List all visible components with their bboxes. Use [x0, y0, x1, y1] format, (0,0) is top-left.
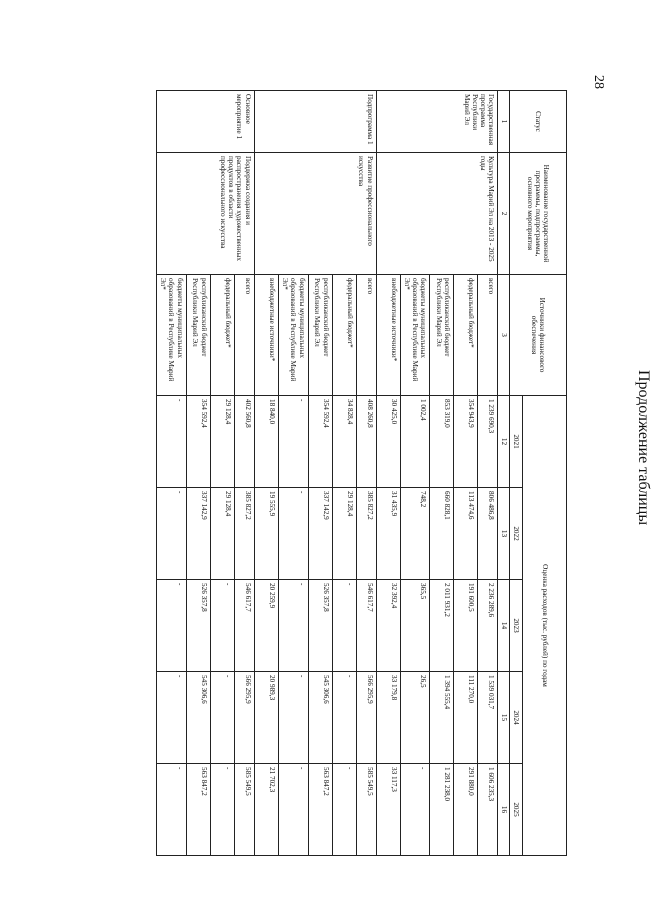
row-value: 545 306,6: [308, 672, 332, 764]
table-row: [234, 91, 254, 856]
row-value: -: [156, 672, 186, 764]
row-value: 1 002,4: [400, 396, 430, 488]
row-value: 33 117,3: [376, 764, 400, 856]
row-funding-source: республиканский бюджет Республики Марий Эл: [186, 275, 210, 396]
row-status: Основное мероприятие 1: [156, 91, 254, 153]
row-value: 2 236 289,6: [478, 580, 498, 672]
row-value: 20 259,9: [254, 580, 278, 672]
row-value: 365,5: [400, 580, 430, 672]
row-value: 191 600,5: [454, 580, 478, 672]
row-value: 1 281 238,0: [430, 764, 454, 856]
row-program-name: Культура Марий Эл на 2013 - 2025 годы: [376, 153, 498, 275]
row-value: 546 617,7: [234, 580, 254, 672]
row-funding-source: федеральный бюджет*: [210, 275, 234, 396]
row-value: 19 555,9: [254, 488, 278, 580]
row-value: 29 128,4: [210, 396, 234, 488]
header-year: 2021: [509, 396, 522, 488]
row-value: 111 270,0: [454, 672, 478, 764]
row-value: 291 880,0: [454, 764, 478, 856]
row-funding-source: внебюджетные источники*: [254, 275, 278, 396]
row-value: 853 319,0: [430, 396, 454, 488]
column-number: 3: [498, 275, 509, 396]
row-value: -: [278, 396, 308, 488]
row-value: 546 617,7: [356, 580, 376, 672]
row-value: 806 486,8: [478, 488, 498, 580]
row-value: 563 847,2: [308, 764, 332, 856]
row-value: 585 549,5: [356, 764, 376, 856]
row-value: 29 128,4: [210, 488, 234, 580]
row-program-name: Поддержка создания и распространения художественных продуктов в области профессионального искусства: [156, 153, 254, 275]
header-program-name: Наименование государственной программы, подпрограммы, основного мероприятия: [509, 153, 566, 275]
row-value: -: [332, 580, 356, 672]
header-estimate: Оценка расходов (тыс. рублей) по годам: [523, 396, 567, 856]
row-value: 1 539 031,7: [478, 672, 498, 764]
table-row: [478, 91, 498, 856]
row-value: 354 592,4: [186, 396, 210, 488]
row-value: -: [156, 764, 186, 856]
column-number: 13: [498, 488, 509, 580]
header-status: Статус: [509, 91, 566, 153]
header-year: 2022: [509, 488, 522, 580]
row-value: -: [332, 764, 356, 856]
row-value: 33 179,8: [376, 672, 400, 764]
row-value: 563 847,2: [186, 764, 210, 856]
row-funding-source: бюджеты муниципальных образований в Республике Марий Эл*: [400, 275, 430, 396]
row-funding-source: внебюджетные источники*: [376, 275, 400, 396]
row-value: -: [156, 580, 186, 672]
row-value: 18 840,0: [254, 396, 278, 488]
header-year: 2024: [509, 672, 522, 764]
row-value: 29 128,4: [332, 488, 356, 580]
budget-table-rotated: [159, 90, 567, 855]
row-value: 385 827,2: [356, 488, 376, 580]
row-value: 526 357,8: [186, 580, 210, 672]
budget-table: [156, 90, 567, 856]
row-value: -: [278, 488, 308, 580]
row-value: -: [278, 672, 308, 764]
row-funding-source: бюджеты муниципальных образований в Республике Марий Эл*: [278, 275, 308, 396]
row-value: -: [210, 580, 234, 672]
row-value: -: [278, 764, 308, 856]
column-number: 15: [498, 672, 509, 764]
column-number: 16: [498, 764, 509, 856]
column-number: 12: [498, 396, 509, 488]
budget-table-region: [159, 90, 567, 855]
row-value: 660 828,1: [430, 488, 454, 580]
row-value: -: [332, 672, 356, 764]
header-year: 2023: [509, 580, 522, 672]
row-value: -: [210, 672, 234, 764]
row-value: 385 827,2: [234, 488, 254, 580]
row-value: 408 260,8: [356, 396, 376, 488]
row-value: 1 394 555,4: [430, 672, 454, 764]
header-year: 2025: [509, 764, 522, 856]
row-value: 748,2: [400, 488, 430, 580]
row-value: 1 239 690,3: [478, 396, 498, 488]
row-funding-source: федеральный бюджет*: [332, 275, 356, 396]
row-funding-source: всего: [356, 275, 376, 396]
row-funding-source: всего: [234, 275, 254, 396]
continuation-title: Продолжение таблицы: [635, 370, 652, 526]
row-program-name: Развитие профессионального искусства: [254, 153, 376, 275]
row-funding-source: республиканский бюджет Республики Марий Эл: [308, 275, 332, 396]
row-status: Государственная программа Республики Марий Эл: [376, 91, 498, 153]
row-value: 34 828,4: [332, 396, 356, 488]
row-value: -: [210, 764, 234, 856]
row-status: Подпрограмма 1: [254, 91, 376, 153]
column-number: 2: [498, 153, 509, 275]
row-value: 337 142,9: [186, 488, 210, 580]
row-funding-source: бюджеты муниципальных образований в Республике Марий Эл*: [156, 275, 186, 396]
page-number: 28: [591, 75, 606, 89]
row-value: 566 295,9: [356, 672, 376, 764]
table-body: [156, 91, 498, 856]
row-value: -: [400, 764, 430, 856]
row-funding-source: всего: [478, 275, 498, 396]
row-value: 1 606 235,3: [478, 764, 498, 856]
row-value: 32 392,4: [376, 580, 400, 672]
row-value: 566 295,9: [234, 672, 254, 764]
row-funding-source: республиканский бюджет Республики Марий Эл: [430, 275, 454, 396]
row-value: 26,5: [400, 672, 430, 764]
row-value: 337 142,9: [308, 488, 332, 580]
row-value: -: [156, 396, 186, 488]
table-row: [356, 91, 376, 856]
column-number: 1: [498, 91, 509, 153]
row-value: 21 702,3: [254, 764, 278, 856]
row-value: 402 560,8: [234, 396, 254, 488]
header-funding-sources: Источники финансового обеспечения: [509, 275, 566, 396]
row-funding-source: федеральный бюджет*: [454, 275, 478, 396]
row-value: 354 592,4: [308, 396, 332, 488]
row-value: 2 011 931,2: [430, 580, 454, 672]
row-value: 20 989,3: [254, 672, 278, 764]
column-number: 14: [498, 580, 509, 672]
row-value: -: [278, 580, 308, 672]
row-value: 526 357,8: [308, 580, 332, 672]
row-value: 545 306,6: [186, 672, 210, 764]
row-value: 30 425,0: [376, 396, 400, 488]
row-value: 113 474,6: [454, 488, 478, 580]
row-value: 31 435,9: [376, 488, 400, 580]
row-value: -: [156, 488, 186, 580]
row-value: 354 943,9: [454, 396, 478, 488]
row-value: 585 549,5: [234, 764, 254, 856]
